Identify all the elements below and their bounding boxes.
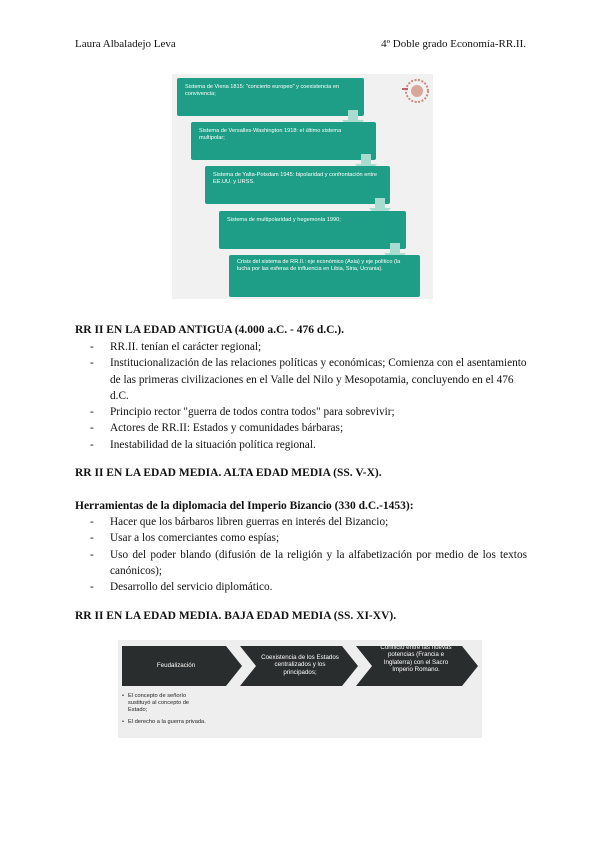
list-item: - Inestabilidad de la situación política regional. bbox=[90, 438, 316, 451]
antigua-list bbox=[75, 339, 527, 453]
section-heading-alta-edad-media: RR II EN LA EDAD MEDIA. ALTA EDAD MEDIA (SS. V-X). bbox=[75, 467, 382, 479]
section-heading-baja-edad-media: RR II EN LA EDAD MEDIA. BAJA EDAD MEDIA (SS. XI-XV). bbox=[75, 610, 397, 622]
systems-timeline-figure bbox=[172, 74, 433, 299]
list-item: - Desarrollo del servicio diplomático. bbox=[90, 581, 273, 594]
list-item: - Actores de RR.II: Estados y comunidades bárbaras; bbox=[90, 422, 344, 435]
chevron-label-3: Conflicto entre las nuevas potencias (Francia e Inglaterra) con el Sacro Imperio Romano. bbox=[380, 644, 452, 674]
section-heading-antigua: RR II EN LA EDAD ANTIGUA (4.000 a.C. - 476 d.C.). bbox=[75, 324, 344, 336]
list-item: - Usar a los comerciantes como espías; bbox=[90, 532, 280, 545]
list-item: - RR.II. tenían el carácter regional; bbox=[90, 341, 262, 353]
subheading-bizancio: Herramientas de la diplomacia del Imperio Bizancio (330 d.C.-1453): bbox=[75, 500, 414, 512]
list-item: - Institucionalización de las relaciones políticas y económicas; Comienza con el asentamiento de las primeras civilizaciones en el Valle del Nilo y Mesopotamia, concluyendo en el 476 d.C. bbox=[90, 357, 527, 402]
note-item: • El concepto de señorío sustituyó al concepto de Estado; bbox=[122, 693, 190, 713]
author-name: Laura Albaladejo Leva bbox=[75, 38, 176, 50]
timeline-step-3: Sistema de Yalta-Potsdam 1945: bipolaridad y confrontación entre EE.UU. y URSS. bbox=[205, 166, 390, 204]
note-item: • El derecho a la guerra privada. bbox=[122, 719, 206, 725]
list-item: - Principio rector "guerra de todos contra todos" para sobrevivir; bbox=[90, 406, 395, 419]
chevron-label-1: Feudalización bbox=[156, 662, 196, 669]
timeline-step-1: Sistema de Viena 1815: "concierto europeo" y coexistencia en convivencia; bbox=[177, 78, 364, 116]
university-emblem-icon bbox=[399, 76, 431, 106]
bizancio-list bbox=[75, 514, 527, 595]
timeline-step-2: Sistema de Versalles-Washington 1918: el último sistema multipolar; bbox=[191, 122, 376, 160]
list-item: - Hacer que los bárbaros libren guerras en interés del Bizancio; bbox=[90, 516, 389, 528]
baja-edad-media-figure bbox=[118, 640, 482, 738]
list-item: - Uso del poder blando (difusión de la religión y la alfabetización por medio de los textos canónicos); bbox=[90, 548, 527, 577]
timeline-step-5: Crisis del sistema de RR.II.: eje económico (Asia) y eje político (la lucha por las esferas de influencia en Libia, Siria, Ucrania). bbox=[229, 255, 420, 297]
course-name: 4º Doble grado Economía-RR.II. bbox=[381, 38, 526, 50]
timeline-step-4: Sistema de multipolaridad y hegemonía 1990; bbox=[219, 211, 406, 249]
chevron-label-2: Coexistencia de los Estados centralizados y los principados; bbox=[261, 654, 339, 676]
